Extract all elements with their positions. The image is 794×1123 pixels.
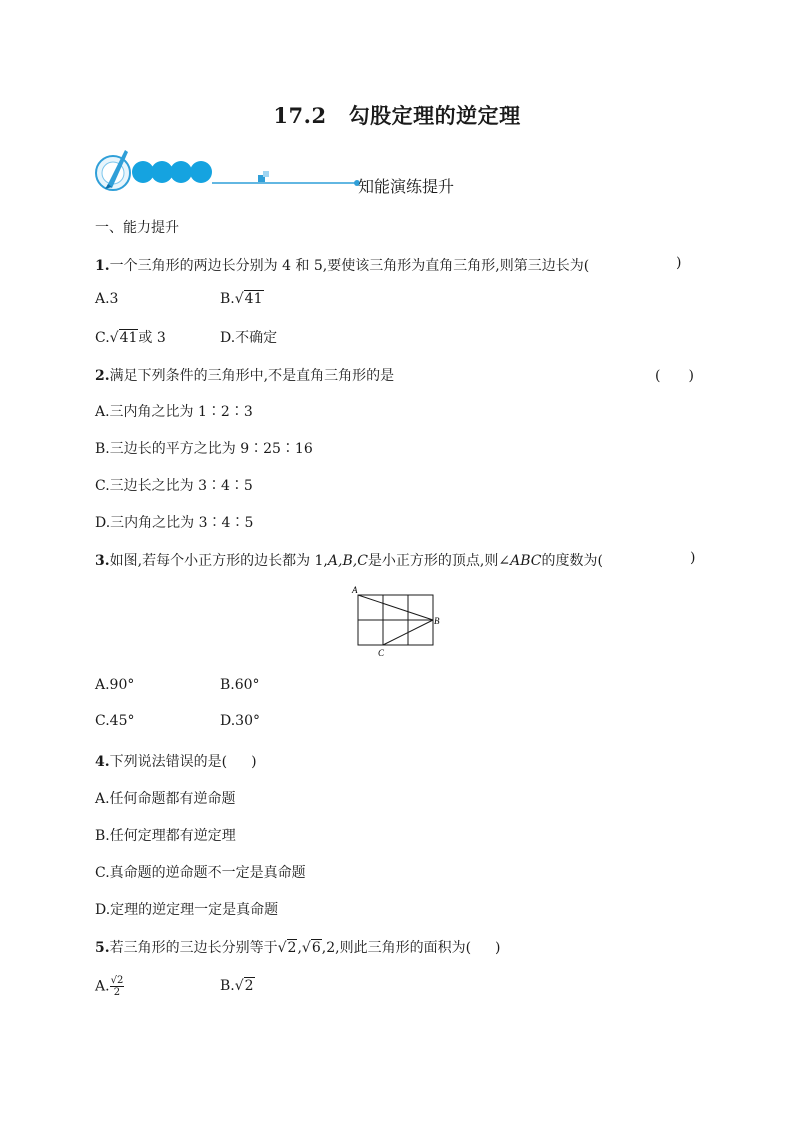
dots-decoration <box>132 161 212 183</box>
angle-name: ABC <box>510 553 542 569</box>
option-suffix: 或 3 <box>138 330 166 346</box>
question-number: 2. <box>95 368 110 384</box>
option-prefix: B. <box>220 978 235 994</box>
option-a: A.90° <box>95 677 135 693</box>
sqrt-expression: √2 <box>234 978 254 994</box>
brush-icon <box>96 150 130 190</box>
option-c <box>95 327 166 347</box>
radicand: 2 <box>116 975 124 986</box>
question-number: 1. <box>95 258 110 274</box>
option-a: A.任何命题都有逆命题 <box>95 791 236 807</box>
fraction: $\frac{√2}{2}$ <box>110 975 124 998</box>
radicand: 2 <box>287 940 297 956</box>
sqrt-expression: √6 <box>301 940 321 956</box>
separator: , <box>297 940 302 956</box>
question-number: 5. <box>95 940 110 956</box>
question-4 <box>95 751 257 771</box>
question-5 <box>95 937 501 957</box>
option-b <box>220 291 264 307</box>
option-c: C.三边长之比为 3∶4∶5 <box>95 478 253 494</box>
vertex-names: A,B,C <box>327 553 368 569</box>
question-number: 3. <box>95 553 110 569</box>
option-prefix: B. <box>220 291 235 307</box>
option-prefix: C. <box>95 330 110 346</box>
option-c: C.真命题的逆命题不一定是真命题 <box>95 865 306 881</box>
vertex-a-label: A <box>352 585 358 595</box>
sqrt-expression: √41 <box>234 291 263 307</box>
radicand: 41 <box>244 291 263 307</box>
option-d: D.不确定 <box>220 330 278 346</box>
option-prefix: A. <box>95 978 110 995</box>
answer-paren-close: ) <box>690 550 696 566</box>
question-3 <box>95 550 603 570</box>
answer-paren: ( ) <box>655 368 694 384</box>
question-2 <box>95 365 394 385</box>
option-d: D.定理的逆定理一定是真命题 <box>95 902 279 918</box>
option-a <box>95 975 124 998</box>
option-a: A.三内角之比为 1∶2∶3 <box>95 404 253 420</box>
option-d: D.30° <box>220 713 260 729</box>
answer-paren-close: ) <box>251 754 257 770</box>
page-title <box>0 100 794 130</box>
question-text: ,2,则此三角形的面积为( <box>321 940 472 956</box>
sqrt-expression: √41 <box>109 330 138 346</box>
answer-paren-close: ) <box>676 255 682 271</box>
option-c: C.45° <box>95 713 135 729</box>
option-b: B.任何定理都有逆定理 <box>95 828 236 844</box>
banner-label: 知能演练提升 <box>358 177 455 196</box>
answer-paren-close: ) <box>495 940 501 956</box>
option-d: D.三内角之比为 3∶4∶5 <box>95 515 254 531</box>
section-number: 17.2 <box>273 103 327 128</box>
grid-figure <box>348 582 448 662</box>
question-text: 若三角形的三边长分别等于 <box>109 940 278 956</box>
radicand: 6 <box>311 940 321 956</box>
section-heading: 一、能力提升 <box>95 220 179 236</box>
section-title: 勾股定理的逆定理 <box>348 103 521 128</box>
option-b: B.三边长的平方之比为 9∶25∶16 <box>95 441 313 457</box>
radicand: 2 <box>244 978 254 994</box>
sqrt-expression: √2 <box>277 940 297 956</box>
question-text: 是小正方形的顶点,则∠ <box>367 553 511 569</box>
vertex-c-label: C <box>378 648 385 658</box>
question-text: 下列说法错误的是( <box>109 754 228 770</box>
option-b <box>220 978 255 994</box>
vertex-b-label: B <box>434 616 440 626</box>
radicand: 41 <box>119 330 138 346</box>
denominator: 2 <box>113 987 121 998</box>
question-number: 4. <box>95 754 110 770</box>
question-text: 一个三角形的两边长分别为 4 和 5,要使该三角形为直角三角形,则第三边长为( <box>109 258 590 274</box>
question-1 <box>95 255 589 275</box>
question-text: 如图,若每个小正方形的边长都为 1, <box>109 553 328 569</box>
option-b: B.60° <box>220 677 260 693</box>
question-text: 满足下列条件的三角形中,不是直角三角形的是 <box>109 368 395 384</box>
question-text: 的度数为( <box>541 553 603 569</box>
option-a: A.3 <box>95 291 119 307</box>
